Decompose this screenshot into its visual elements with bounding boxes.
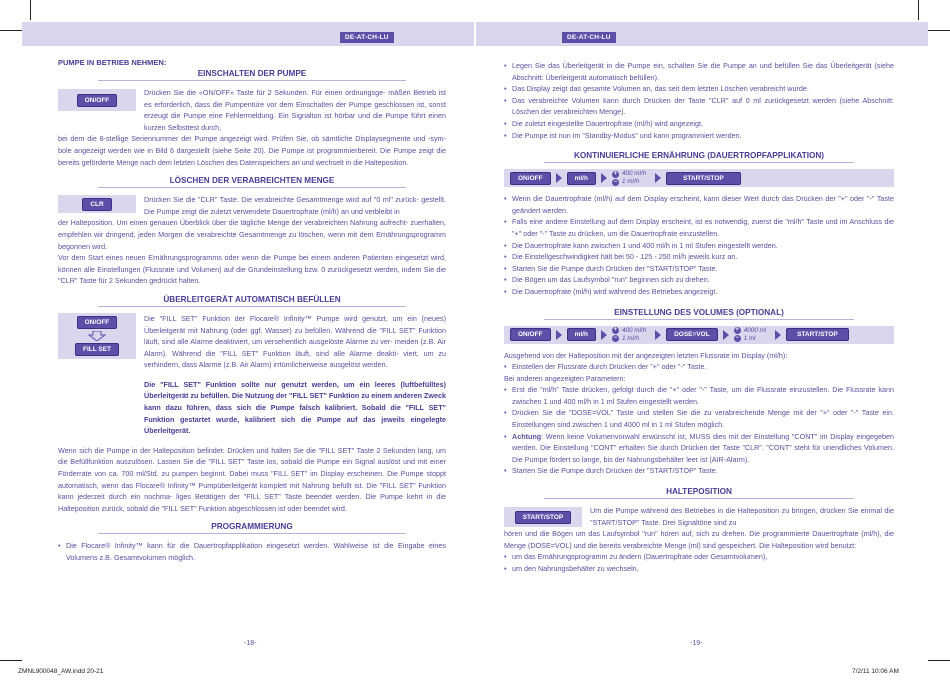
list-item: • Erst die "ml/h" Taste drücken, gefolgt durch die "+" oder "-" Taste, um die Flussrate einzustellen. Die Flussrate kann zwischen 1 und 400 ml/h in 1 ml Stufen eingestellt werden. (504, 384, 894, 407)
halt-indent-text: Um die Pumpe während des Betriebes in die Halteposition zu bringen, drücken Sie einmal die "START/STOP" Taste. Drei Signaltöne sind zu (590, 506, 894, 527)
chevron-right-icon (556, 173, 562, 183)
list-item: • Die zuletzt eingestellte Dauertropfrate (ml/h) wird angezeigt. (504, 118, 894, 130)
crop-mark (928, 30, 950, 31)
mlh-key: ml/h (567, 172, 596, 185)
crop-mark (918, 0, 919, 20)
list-item: • Die Einstellgeschwindigkeit hält bei 50 - 125 - 250 ml/h jeweils kurz an. (504, 251, 894, 263)
list-item: • Das verabreichte Volumen kann durch Drücken der Taste "CLR" auf 0 ml zurückgesetzt werden (siehe Abschnitt: Löschen der verabreichten Menge). (504, 95, 894, 118)
list-item: • Die Dauertropfrate kann zwischen 1 und 400 ml/h in 1 ml Stufen eingestellt werden. (504, 240, 894, 252)
clr-key-box (58, 195, 136, 213)
rate-min: 1 ml/h (621, 178, 640, 186)
minus-icon: − (613, 335, 618, 341)
fillset-key: FILL SET (75, 343, 119, 356)
rate-range (612, 170, 646, 186)
header-band-right (476, 22, 928, 46)
chevron-right-icon (775, 330, 781, 340)
onoff-key-box (58, 89, 136, 111)
programmierung-list (58, 540, 446, 563)
plus-icon: + (613, 327, 618, 333)
achtung-text: : Wenn keine Volumenvorwahl erwünscht ist, MUSS dies mit der Einstellung "CONT" im Display eingegeben werden. Die Einstellung "CONT" erhalten Sie durch Drücken der Taste "CLR". "CONT" steht für unendliches Volumen. Die Pumpe fördert so lange, bis der Nahrungsbehälter leer ist (AIR-Alarm). (512, 431, 894, 464)
volume-min: 1 ml (743, 334, 756, 342)
list-item: • Die Flocare® Infinity™ kann für die Dauertropfapplikation eingesetzt werden. Wahlweise ist die Eingabe eines Volumens z.B. Gesamtvolumen möglich. (58, 540, 446, 563)
list-item: • Drücken Sie die "DOSE=VOL" Taste und stellen Sie die zu verabreichende Menge mit der "+" oder "-" Taste ein. Einstellungen sind zwischen 1 und 4000 ml in 1 ml Stufen möglich. (504, 407, 894, 430)
sequence-bar-continuous (504, 169, 894, 187)
footer-file: ZMNL900048_AW.indd 20-21 (18, 668, 104, 675)
crop-mark (0, 30, 22, 31)
halt-block (504, 505, 894, 528)
chevron-right-icon (723, 330, 729, 340)
sec1-full-text: bei dem die 8-stellige Seriennummer der Pumpe angezeigt wird. Prüfen Sie, ob sämtliche Displaysegmente und -sym- bole angezeigt werden wie in Bild 6 dargestellt (siehe Seite 20). Die Pumpe ist programmierbereit. Die Pumpe zeigt die bereits geförderte Menge nach dem letzten Löschen des Datenspeichers an und wechselt in die Halteposition. (58, 134, 446, 167)
section-title-programmierung: PROGRAMMIERUNG (98, 522, 406, 534)
language-tag-right: DE-AT-CH-LU (562, 32, 616, 43)
onoff-key: ON/OFF (510, 328, 551, 341)
fillset-block (58, 313, 446, 371)
list-item (504, 431, 894, 466)
list-item: • um den Nahrungsbehälter zu wechseln, (504, 563, 894, 575)
rate-min: 1 ml/h (621, 334, 640, 342)
sequence-bar-volume (504, 326, 894, 344)
sec2-full-text-2: Vor dem Start eines neuen Ernährungsprogramms oder wenn die Pumpe bei einem anderen Patienten eingesetzt wird, können alle Einstellungen (Flussrate und Volumen) auf die Grundeinstellung bzw. 0 zurückgesetzt werden, indem Sie die "CLR" Taste für 2 Sekunden gedrückt halten. (58, 253, 446, 286)
chevron-right-icon (655, 330, 661, 340)
crop-mark (30, 0, 31, 20)
list-item: • Die Dauertropfrate (ml/h) wird während des Betriebes angezeigt. (504, 286, 894, 298)
chevron-right-icon (556, 330, 562, 340)
onoff-key-2: ON/OFF (77, 316, 118, 329)
onoff-block (58, 87, 446, 133)
plus-icon: + (613, 170, 618, 177)
startstop-key: START/STOP (786, 328, 849, 341)
dose-vol-key: DOSE=VOL (666, 328, 718, 341)
rate-max: 400 ml/h (621, 170, 647, 178)
onoff-key: ON/OFF (510, 172, 551, 185)
startstop-key: START/STOP (666, 172, 741, 185)
clr-block (58, 194, 446, 217)
section-title-kontinuierlich: KONTINUIERLICHE ERNÄHRUNG (DAUERTROPFAPPLIKATION) (544, 151, 854, 163)
sec2-full-text: der Halteposition. Um einen genauen Überblick über die tägliche Menge der verabreichten Nahrung aufrecht- zuerhalten, empfehlen wir dringend, jeden Morgen die verabreichte Gesamtmenge zu löschen, wenn mit dem Ernährungsprogramm begonnen wird. (58, 218, 446, 251)
list-item: • Einstellen der Flussrate durch Drücken der "+" oder "-" Taste. (504, 361, 894, 373)
volume-max: 4000 ml (743, 326, 767, 334)
volume-intro: Ausgehend von der Halteposition mit der angezeigten letzten Flussrate im Display (ml/h): (504, 350, 788, 360)
chevron-right-icon (601, 173, 607, 183)
page-number-right: -19- (690, 640, 703, 647)
onoff-key: ON/OFF (77, 94, 118, 107)
list-item: • Die Bögen um das Laufsymbol "run" beginnen sich zu drehen. (504, 274, 894, 286)
footer-date: 7/2/11 10:06 AM (852, 668, 899, 675)
language-tag-left: DE-AT-CH-LU (340, 32, 394, 43)
section-title-fillset: ÜBERLEITGERÄT AUTOMATISCH BEFÜLLEN (98, 295, 406, 307)
list-item: • Starten Sie die Pumpe durch Drücken der "START/STOP" Taste. (504, 263, 894, 275)
list-item: • Legen Sie das Überleitgerät in die Pumpe ein, schalten Sie die Pumpe an und befüllen Sie das Überleitgerät (siehe Abschnitt: Überleitgerät automatisch befüllen). (504, 60, 894, 83)
section-title-einschalten: EINSCHALTEN DER PUMPE (98, 69, 406, 81)
halt-list (504, 551, 894, 574)
sec1-indent-text: Drücken Sie die «ON/OFF» Taste für 2 Sekunden. Für einen ordnungsge- mäßen Betrieb ist es erforderlich, dass die Pumpentüre vor dem Einschalten der Pumpe geschlossen ist, sonst erzeugt die Pumpe eine Fehlermeldung. Ein Signalton ist hörbar und die Pumpe führt einen kurzen Selbsttest durch, (144, 88, 446, 132)
left-page (58, 58, 446, 564)
list-item: • Das Display zeigt das gesamte Volumen an, das seit dem letzten Löschen verabreicht wurde. (504, 83, 894, 95)
section-title-halteposition: HALTEPOSITION (544, 487, 854, 499)
volume-mid: Bei anderen angezeigten Parametern: (504, 373, 626, 383)
list-item: • Starten Sie die Pumpe durch Drücken der "START/STOP" Taste. (504, 465, 894, 477)
list-item: • Wenn die Dauertropfrate (ml/h) auf dem Display erscheint, kann dieser Wert durch das Drücken der "+" oder "-" Taste geändert werden. (504, 193, 894, 216)
sec2-indent-text: Drücken Sie die "CLR" Taste. Die verabreichte Gesamtmenge wird auf "0 ml" zurück- gestellt. Die Pumpe zeigt die zuletzt verwendete Dauertropfrate (ml/h) an und verbleibt in (144, 195, 446, 216)
sec3-full-text: Wenn sich die Pumpe in der Halteposition befindet: Drücken und halten Sie die "FILL SET" Taste 2 Sekunden lang, um die Befüllfunktion auszulösen. Lassen Sie die "FILL SET" Taste los, sobald die Pumpe ein Signal auslöst und mit einer Förderrate von ca. 700 ml/Std. zu pumpen beginnt. Dabei muss "FILL SET" im Display erscheinen. Die Pumpe stoppt automatisch, wenn das Flocare® Infinity™ Pumpüberleitgerät komplett mit Nahrung befüllt ist. Die "FILL SET" Funktion kann jederzeit durch ein nochma- liges Betätigen der "FILL SET" Taste beendet werden. Die Pumpe kehrt in die Halteposition zurück, sobald die "FILL SET" Funktion abgeschlossen ist oder beendet wird. (58, 445, 446, 513)
crop-mark (928, 660, 950, 661)
halt-full-text: hören und die Bögen um das Laufsymbol "run" hören auf, sich zu drehen. Die programmierte Dauertropfrate (ml/h), die Menge (DOSE=VOL) und die bereits verabreichte Menge (ml) sind gespeichert. Die Halteposition wird benutzt: (504, 529, 894, 550)
list-item: • Die Pumpe ist nun im "Standby-Modus" und kann programmiert werden. (504, 130, 894, 142)
fillset-key-box (58, 313, 136, 359)
rate-range (612, 327, 646, 343)
volume-list-2 (504, 384, 894, 477)
volume-range (734, 327, 766, 343)
list-item: • Falls eine andere Einstellung auf dem Display erscheint, ist es notwendig, zuerst die "ml/h" Taste und im Anschluss die "+" oder "-" Taste zu drücken, um die Dauertropfrate einzustellen. (504, 216, 894, 239)
section-title-loeschen: LÖSCHEN DER VERABREICHTEN MENGE (98, 176, 406, 188)
chevron-right-icon (655, 173, 661, 183)
arrow-down-icon (88, 331, 106, 341)
crop-mark (0, 660, 22, 661)
section-title-volumen: EINSTELLUNG DES VOLUMES (OPTIONAL) (544, 308, 854, 320)
sec3-indent-text: Die "FILL SET" Funktion der Flocare® Infinity™ Pumpe wird genutzt, um ein (neues) Überleitgerät mit Nahrung (oder ggf. Wasser) zu befüllen. Während die "FILL SET" Funktion läuft, sind alle Alarme deaktiviert, um versehentlich ausgelöste Alarme zu ver- meiden (z.B. Air Alarm). Während die "FILL SET" Funktion läuft, sind alle Alarme deakti- viert, um zu verhindern, dass Alarme (z.B. Air Alarm) irrtümlicherweise ausgelöst werden. (144, 313, 446, 370)
mlh-key: ml/h (567, 328, 596, 341)
rate-max: 400 ml/h (621, 326, 647, 334)
startstop-key-box (504, 507, 582, 527)
right-page (504, 60, 894, 575)
page-number-left: -18- (244, 640, 257, 647)
volume-list-1 (504, 361, 894, 373)
startstop-key: START/STOP (515, 511, 572, 524)
sec3-warning-text: Die "FILL SET" Funktion sollte nur genutzt werden, um ein leeres (luftbefülltes) Überleitgerät zu befüllen. Die Nutzung der "FILL SET" Funktion zu einem anderen Zweck kann dazu führen, dass sich die Pumpe falsch kalibriert. Sobald die "FILL SET" Funktion gestartet wurde, kalibriert sich die Pumpe auf das jeweils eingelegte Überleitgerät. (144, 379, 446, 436)
intro-list (504, 60, 894, 141)
list-item: • um das Ernährungsprogramm zu ändern (Dauertropfrate oder Gesamtvolumen), (504, 551, 894, 563)
achtung-label: Achtung (512, 431, 542, 441)
header-band-left (22, 22, 474, 46)
chevron-right-icon (601, 330, 607, 340)
minus-icon: − (735, 335, 739, 341)
continuous-list (504, 193, 894, 297)
clr-key: CLR (82, 198, 111, 211)
top-heading: PUMPE IN BETRIEB NEHMEN: (58, 58, 167, 67)
minus-icon: − (613, 178, 618, 185)
plus-icon: + (735, 327, 739, 333)
